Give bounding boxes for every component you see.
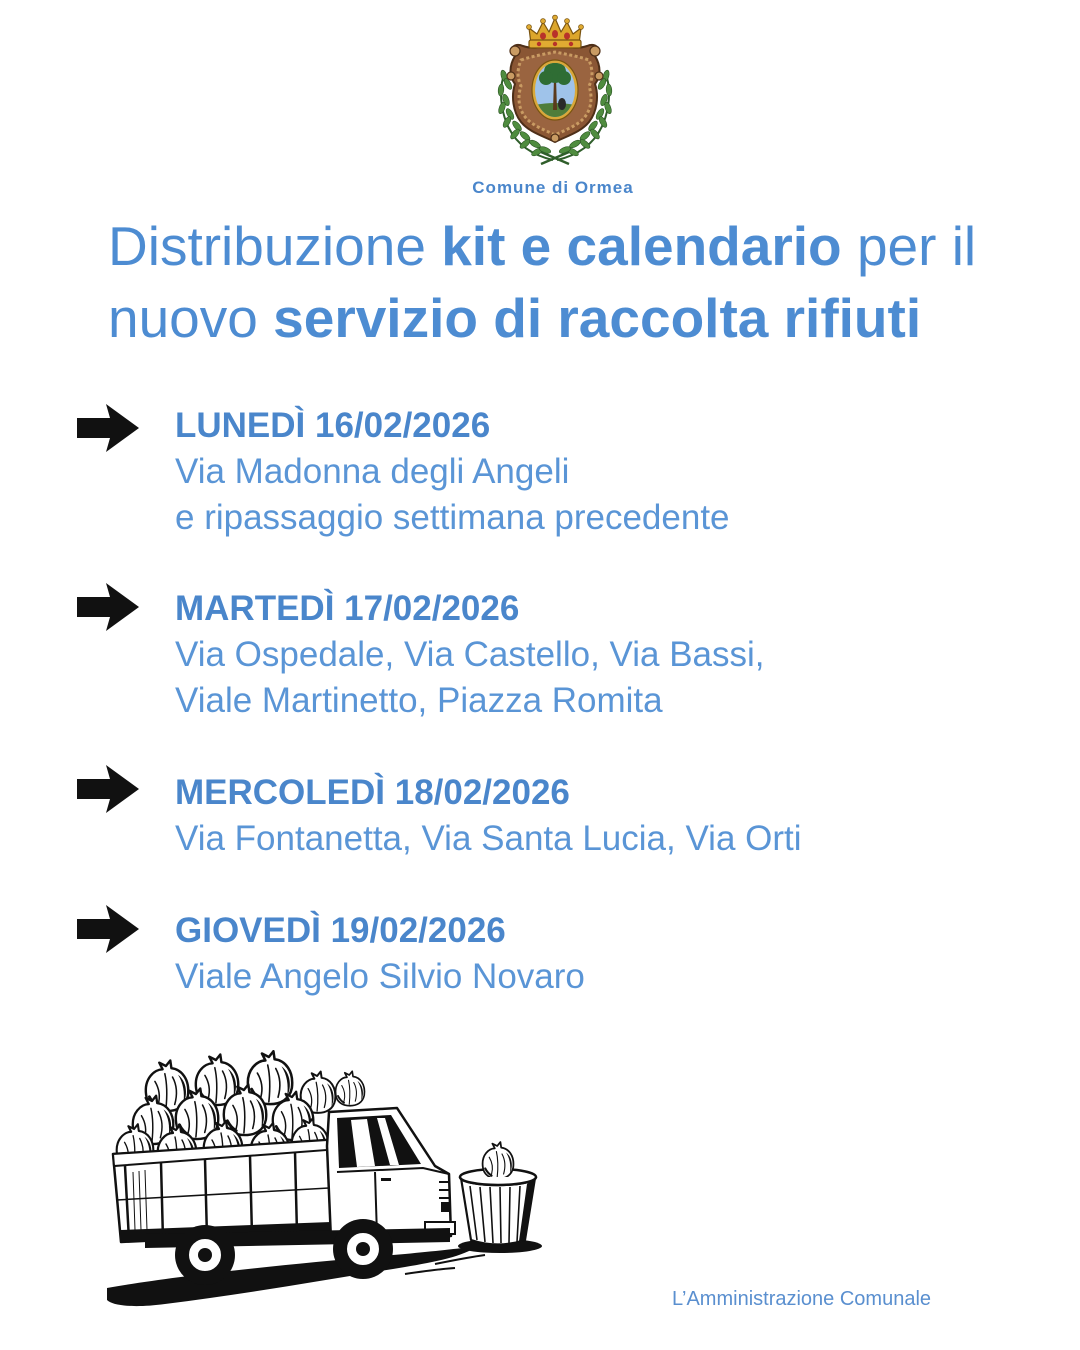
schedule-location: e ripassaggio settimana precedente <box>175 498 730 537</box>
schedule-day: MERCOLEDÌ 18/02/2026 <box>175 773 570 812</box>
coat-of-arms-icon <box>493 14 617 166</box>
right-arrow-icon <box>77 765 139 813</box>
schedule-entry <box>77 770 977 862</box>
schedule-entry-text <box>175 403 977 541</box>
schedule-day: GIOVEDÌ 19/02/2026 <box>175 911 506 950</box>
footer-signature: L’Amministrazione Comunale <box>672 1288 932 1310</box>
right-arrow-icon <box>77 905 139 953</box>
truck-wheel <box>175 1225 235 1285</box>
right-arrow-icon <box>77 583 139 631</box>
headline-emphasis: servizio di raccolta rifiuti <box>273 287 922 349</box>
schedule-entry <box>77 403 977 541</box>
headline-text: per il <box>856 215 977 277</box>
headline-line-2 <box>108 282 976 354</box>
garbage-bag <box>336 1071 365 1106</box>
headline-line-1 <box>108 210 976 282</box>
truck-cab <box>327 1108 455 1240</box>
headline <box>108 210 976 354</box>
headline-text: nuovo <box>108 287 258 349</box>
schedule-location: Via Ospedale, Via Castello, Via Bassi, <box>175 635 765 674</box>
trash-can-icon <box>458 1142 542 1253</box>
schedule-location: Via Fontanetta, Via Santa Lucia, Via Orti <box>175 819 802 858</box>
schedule-day: MARTEDÌ 17/02/2026 <box>175 589 520 628</box>
schedule-location: Viale Martinetto, Piazza Romita <box>175 681 663 720</box>
headline-emphasis: kit e calendario <box>441 215 842 277</box>
schedule-entry <box>77 586 977 724</box>
schedule-entry <box>77 908 977 1000</box>
schedule-entry-text <box>175 586 977 724</box>
truck-wheel <box>333 1219 393 1279</box>
schedule-entry-text <box>175 908 977 1000</box>
schedule-day: LUNEDÌ 16/02/2026 <box>175 406 491 445</box>
schedule-location: Viale Angelo Silvio Novaro <box>175 957 585 996</box>
truck-bed <box>113 1140 331 1242</box>
garbage-bag <box>483 1142 514 1179</box>
schedule-entry-text <box>175 770 977 862</box>
schedule-location: Via Madonna degli Angeli <box>175 452 570 491</box>
truck-shadow <box>107 1246 477 1306</box>
headline-text: Distribuzione <box>108 215 426 277</box>
crown <box>527 15 584 48</box>
municipality-name: Comune di Ormea <box>472 178 634 197</box>
right-arrow-icon <box>77 404 139 452</box>
garbage-truck-icon <box>105 1050 545 1315</box>
